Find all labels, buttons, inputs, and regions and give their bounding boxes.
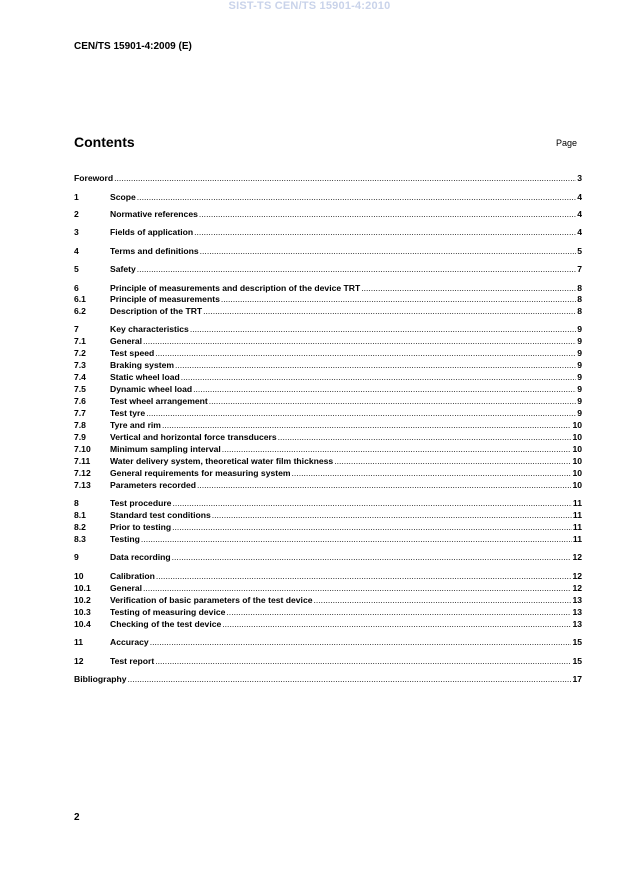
toc-entry-title: Description of the TRT bbox=[110, 306, 203, 316]
toc-entry-page: 9 bbox=[577, 408, 582, 418]
toc-entry-number: 7.7 bbox=[74, 408, 86, 418]
toc-entry-title: Test tyre bbox=[110, 408, 146, 418]
toc-entry-number: 8.2 bbox=[74, 522, 86, 532]
toc-entry-title: Static wheel load bbox=[110, 372, 180, 382]
toc-entry[interactable] bbox=[74, 226, 582, 238]
toc-entry[interactable] bbox=[74, 636, 582, 648]
toc-entry[interactable] bbox=[74, 497, 582, 509]
toc-entry-page: 13 bbox=[572, 595, 582, 605]
leader-dots bbox=[222, 618, 571, 630]
toc-entry-title: Braking system bbox=[110, 360, 175, 370]
leader-dots bbox=[209, 395, 576, 407]
toc-entry-number: 4 bbox=[74, 246, 79, 256]
toc-entry[interactable] bbox=[74, 359, 582, 371]
toc-entry[interactable] bbox=[74, 407, 582, 419]
toc-entry-title: Prior to testing bbox=[110, 522, 172, 532]
toc-entry[interactable] bbox=[74, 521, 582, 533]
toc-entry-page: 8 bbox=[577, 283, 582, 293]
toc-entry-number: 7.11 bbox=[74, 456, 91, 466]
toc-entry[interactable] bbox=[74, 191, 582, 203]
toc-entry-number: 6 bbox=[74, 283, 79, 293]
leader-dots bbox=[194, 226, 576, 238]
toc-entry[interactable] bbox=[74, 347, 582, 359]
toc-entry-page: 9 bbox=[577, 324, 582, 334]
toc-entry-title: Data recording bbox=[110, 552, 171, 562]
toc-entry-title: Test speed bbox=[110, 348, 155, 358]
toc-entry-number: 7.2 bbox=[74, 348, 86, 358]
toc-entry[interactable] bbox=[74, 443, 582, 455]
toc-entry-page: 9 bbox=[577, 348, 582, 358]
toc-entry-page: 15 bbox=[572, 637, 582, 647]
toc-entry-page: 13 bbox=[572, 619, 582, 629]
toc-entry-page: 12 bbox=[572, 552, 582, 562]
toc-entry-number: 3 bbox=[74, 227, 79, 237]
toc-entry-number: 8.1 bbox=[74, 510, 86, 520]
toc-entry-title: Checking of the test device bbox=[110, 619, 222, 629]
leader-dots bbox=[199, 208, 576, 220]
leader-dots bbox=[172, 551, 572, 563]
toc-entry-title: Test wheel arrangement bbox=[110, 396, 208, 406]
leader-dots bbox=[334, 455, 571, 467]
toc-entry[interactable] bbox=[74, 570, 582, 582]
toc-entry[interactable] bbox=[74, 323, 582, 335]
toc-entry-page: 12 bbox=[572, 583, 582, 593]
toc-entry-page: 9 bbox=[577, 396, 582, 406]
leader-dots bbox=[190, 323, 576, 335]
toc-entry[interactable] bbox=[74, 208, 582, 220]
leader-dots bbox=[193, 383, 576, 395]
toc-entry-title: Accuracy bbox=[110, 637, 149, 647]
page-title: Contents bbox=[74, 134, 135, 150]
leader-dots bbox=[226, 606, 571, 618]
toc-entry-number: 7.4 bbox=[74, 372, 86, 382]
toc-entry-number: 7.1 bbox=[74, 336, 86, 346]
toc-entry-page: 17 bbox=[572, 674, 582, 684]
toc-entry[interactable] bbox=[74, 455, 582, 467]
toc-entry[interactable] bbox=[74, 245, 582, 257]
toc-entry-number: 10.1 bbox=[74, 583, 91, 593]
toc-entry-page: 10 bbox=[572, 432, 582, 442]
page-number: 2 bbox=[74, 812, 80, 823]
toc-entry-title: Testing of measuring device bbox=[110, 607, 226, 617]
toc-entry-page: 10 bbox=[572, 480, 582, 490]
leader-dots bbox=[155, 655, 571, 667]
toc-entry[interactable] bbox=[74, 467, 582, 479]
toc-entry-page: 4 bbox=[577, 192, 582, 202]
toc-entry-title: General requirements for measuring system bbox=[110, 468, 291, 478]
toc-entry[interactable] bbox=[74, 606, 582, 618]
toc-entry-number: 2 bbox=[74, 209, 79, 219]
toc-entry-page: 10 bbox=[572, 456, 582, 466]
toc-entry-title: Vertical and horizontal force transducers bbox=[110, 432, 277, 442]
toc-entry[interactable] bbox=[74, 419, 582, 431]
toc-entry[interactable] bbox=[74, 335, 582, 347]
toc-entry-page: 5 bbox=[577, 246, 582, 256]
watermark: SIST-TS CEN/TS 15901-4:2010 bbox=[228, 0, 391, 12]
toc-entry-title: General bbox=[110, 336, 143, 346]
toc-entry-title: Testing bbox=[110, 534, 140, 544]
toc-entry-number: 10.3 bbox=[74, 607, 91, 617]
leader-dots bbox=[222, 443, 572, 455]
toc-entry-title: Scope bbox=[110, 192, 136, 202]
toc-entry-title: Principle of measurements and description of the device TRT bbox=[110, 283, 361, 293]
toc-entry-number: 7.6 bbox=[74, 396, 86, 406]
leader-dots bbox=[143, 335, 576, 347]
toc-entry[interactable] bbox=[74, 263, 582, 275]
toc-entry-number: 7 bbox=[74, 324, 79, 334]
toc-entry-number: 11 bbox=[74, 637, 84, 647]
leader-dots bbox=[137, 191, 576, 203]
toc-entry-page: 8 bbox=[577, 294, 582, 304]
document-id: CEN/TS 15901-4:2009 (E) bbox=[74, 41, 192, 52]
toc-entry[interactable] bbox=[74, 618, 582, 630]
leader-dots bbox=[150, 636, 572, 648]
toc-entry-number: 10.4 bbox=[74, 619, 91, 629]
toc-entry-page: 10 bbox=[572, 420, 582, 430]
toc-entry-page: 11 bbox=[572, 522, 582, 532]
toc-entry-page: 10 bbox=[572, 444, 582, 454]
toc-entry-title: Key characteristics bbox=[110, 324, 189, 334]
toc-entry-number: 1 bbox=[74, 192, 79, 202]
toc-entry-number: 6.2 bbox=[74, 306, 86, 316]
toc-entry-title: Safety bbox=[110, 264, 136, 274]
toc-entry-number: 8.3 bbox=[74, 534, 86, 544]
leader-dots bbox=[137, 263, 576, 275]
leader-dots bbox=[212, 509, 572, 521]
toc-entry-title: Water delivery system, theoretical water film thickness bbox=[110, 456, 334, 466]
toc-entry-title: Normative references bbox=[110, 209, 198, 219]
toc-entry-number: 7.5 bbox=[74, 384, 86, 394]
leader-dots bbox=[172, 497, 571, 509]
toc-entry-page: 7 bbox=[577, 264, 582, 274]
toc-entry[interactable] bbox=[74, 293, 582, 305]
toc-entry[interactable] bbox=[74, 655, 582, 667]
toc-entry-title: Foreword bbox=[74, 173, 114, 183]
leader-dots bbox=[155, 347, 576, 359]
toc-entry-number: 12 bbox=[74, 656, 84, 666]
leader-dots bbox=[143, 582, 571, 594]
toc-entry-page: 11 bbox=[572, 498, 582, 508]
toc-entry-title: Tyre and rim bbox=[110, 420, 161, 430]
toc-entry[interactable] bbox=[74, 371, 582, 383]
leader-dots bbox=[197, 479, 571, 491]
toc-entry-title: Parameters recorded bbox=[110, 480, 196, 490]
toc-entry[interactable] bbox=[74, 479, 582, 491]
toc-entry-number: 6.1 bbox=[74, 294, 86, 304]
toc-entry-number: 8 bbox=[74, 498, 79, 508]
toc-entry-title: Verification of basic parameters of the test device bbox=[110, 595, 313, 605]
toc-entry-number: 7.12 bbox=[74, 468, 91, 478]
toc-entry-number: 5 bbox=[74, 264, 79, 274]
leader-dots bbox=[156, 570, 572, 582]
toc-entry-title: Terms and definitions bbox=[110, 246, 199, 256]
toc-entry-page: 15 bbox=[572, 656, 582, 666]
leader-dots bbox=[162, 419, 571, 431]
toc-entry-title: Calibration bbox=[110, 571, 155, 581]
leader-dots bbox=[175, 359, 576, 371]
toc-entry-page: 11 bbox=[572, 534, 582, 544]
toc-entry-number: 7.13 bbox=[74, 480, 91, 490]
toc-entry-title: Test report bbox=[110, 656, 155, 666]
toc-entry-title: General bbox=[110, 583, 143, 593]
toc-entry-title: Fields of application bbox=[110, 227, 194, 237]
toc-entry-page: 13 bbox=[572, 607, 582, 617]
toc-entry-number: 7.8 bbox=[74, 420, 86, 430]
toc-entry[interactable] bbox=[74, 509, 582, 521]
leader-dots bbox=[172, 521, 572, 533]
leader-dots bbox=[314, 594, 572, 606]
toc-entry[interactable] bbox=[74, 172, 582, 184]
leader-dots bbox=[221, 293, 576, 305]
toc-entry[interactable] bbox=[74, 582, 582, 594]
leader-dots bbox=[146, 407, 576, 419]
leader-dots bbox=[278, 431, 572, 443]
toc-entry-number: 7.9 bbox=[74, 432, 86, 442]
toc-entry-number: 7.10 bbox=[74, 444, 91, 454]
page-column-label: Page bbox=[556, 138, 578, 148]
toc-entry-page: 4 bbox=[577, 209, 582, 219]
toc-entry-number: 10 bbox=[74, 571, 84, 581]
leader-dots bbox=[141, 533, 572, 545]
leader-dots bbox=[114, 172, 576, 184]
toc-entry-page: 11 bbox=[572, 510, 582, 520]
toc-entry[interactable] bbox=[74, 551, 582, 563]
toc-entry[interactable] bbox=[74, 594, 582, 606]
toc-entry[interactable] bbox=[74, 383, 582, 395]
toc-entry-number: 10.2 bbox=[74, 595, 91, 605]
toc-entry[interactable] bbox=[74, 533, 582, 545]
leader-dots bbox=[203, 305, 576, 317]
toc-entry[interactable] bbox=[74, 395, 582, 407]
toc-entry-title: Minimum sampling interval bbox=[110, 444, 221, 454]
leader-dots bbox=[200, 245, 577, 257]
toc-entry-page: 10 bbox=[572, 468, 582, 478]
toc-entry-page: 12 bbox=[572, 571, 582, 581]
toc-entry-page: 9 bbox=[577, 360, 582, 370]
toc-entry-number: 7.3 bbox=[74, 360, 86, 370]
toc-entry-title: Test procedure bbox=[110, 498, 172, 508]
toc-entry-page: 9 bbox=[577, 372, 582, 382]
toc-entry-title: Principle of measurements bbox=[110, 294, 220, 304]
leader-dots bbox=[181, 371, 576, 383]
toc-entry-page: 4 bbox=[577, 227, 582, 237]
toc-entry-page: 8 bbox=[577, 306, 582, 316]
toc-entry-page: 3 bbox=[577, 173, 582, 183]
toc-entry[interactable] bbox=[74, 431, 582, 443]
toc-entry-number: 9 bbox=[74, 552, 79, 562]
toc-entry-page: 9 bbox=[577, 336, 582, 346]
toc-entry-title: Bibliography bbox=[74, 674, 127, 684]
toc-entry[interactable] bbox=[74, 673, 582, 685]
toc-entry[interactable] bbox=[74, 305, 582, 317]
leader-dots bbox=[128, 673, 572, 685]
toc-entry-title: Dynamic wheel load bbox=[110, 384, 193, 394]
toc-entry-title: Standard test conditions bbox=[110, 510, 211, 520]
toc-entry-page: 9 bbox=[577, 384, 582, 394]
leader-dots bbox=[292, 467, 572, 479]
